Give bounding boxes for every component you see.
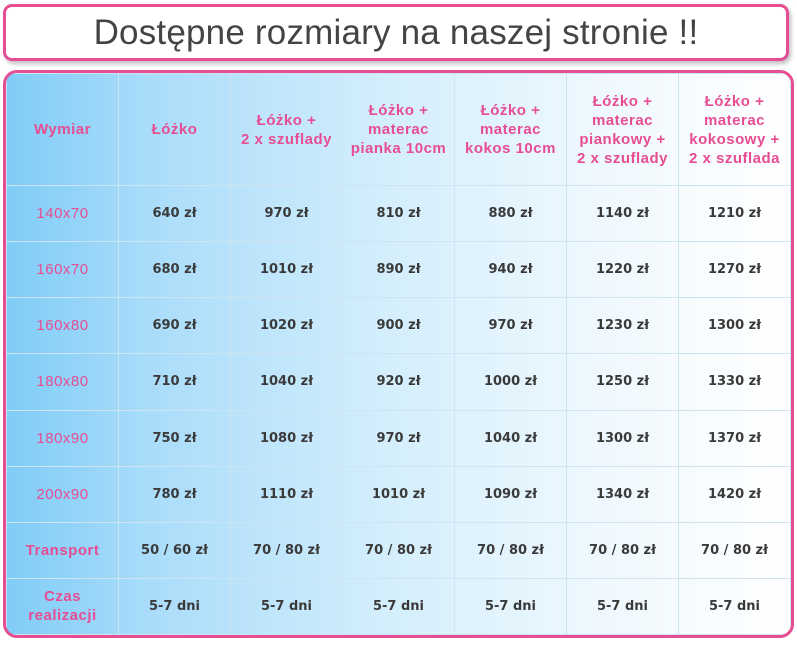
price-cell: 680 zł: [119, 242, 231, 298]
row-header-line: 200x90: [36, 485, 89, 503]
row-header-line: 160x70: [36, 261, 89, 279]
price-cell: 970 zł: [231, 186, 343, 242]
corner-header: Wymiar: [7, 74, 119, 186]
price-cell: 5-7 dni: [231, 578, 343, 634]
price-cell: 1300 zł: [679, 298, 791, 354]
column-header-line: Łóżko: [151, 121, 198, 138]
price-cell: 640 zł: [119, 186, 231, 242]
row-header: [7, 522, 119, 578]
column-header-line: Łóżko +: [368, 102, 429, 119]
price-cell: 750 zł: [119, 410, 231, 466]
price-cell: 1420 zł: [679, 466, 791, 522]
column-header: [455, 74, 567, 186]
column-header-line: piankowy +: [579, 130, 666, 148]
price-cell: 5-7 dni: [343, 578, 455, 634]
price-cell: 810 zł: [343, 186, 455, 242]
price-cell: 70 / 80 zł: [455, 522, 567, 578]
table-row: [7, 354, 791, 410]
column-header: [231, 74, 343, 186]
column-header-line: Łóżko +: [256, 111, 317, 129]
price-cell: 1250 zł: [567, 354, 679, 410]
price-cell: 940 zł: [455, 242, 567, 298]
row-header: [7, 466, 119, 522]
price-table: [6, 73, 791, 635]
table-row: [7, 466, 791, 522]
page-title: Dostępne rozmiary na naszej stronie !!: [93, 12, 699, 52]
price-cell: 1020 zł: [231, 298, 343, 354]
price-cell: 690 zł: [119, 298, 231, 354]
column-header-line: Łóżko +: [704, 92, 765, 110]
table-row: [7, 242, 791, 298]
row-header-line: 140x70: [36, 205, 89, 223]
price-cell: 1000 zł: [455, 354, 567, 410]
table-row: [7, 578, 791, 634]
column-header-line: kokosowy +: [689, 130, 780, 148]
price-cell: 1110 zł: [231, 466, 343, 522]
column-header: [119, 74, 231, 186]
row-header-line: 160x80: [36, 317, 89, 335]
column-header: [679, 74, 791, 186]
column-header-line: pianka 10cm: [350, 140, 447, 157]
table-row: [7, 298, 791, 354]
price-cell: 5-7 dni: [119, 578, 231, 634]
row-header: [7, 242, 119, 298]
row-header: [7, 578, 119, 634]
price-cell: 900 zł: [343, 298, 455, 354]
price-cell: 1220 zł: [567, 242, 679, 298]
column-header-line: 2 x szuflady: [240, 130, 333, 148]
row-header: [7, 410, 119, 466]
column-header-line: Łóżko +: [592, 92, 653, 110]
price-cell: 1040 zł: [455, 410, 567, 466]
price-cell: 1010 zł: [343, 466, 455, 522]
column-header-line: 2 x szuflady: [576, 149, 669, 167]
price-cell: 5-7 dni: [567, 578, 679, 634]
column-header-line: materac: [703, 111, 766, 129]
price-cell: 5-7 dni: [679, 578, 791, 634]
column-header-line: materac: [479, 121, 542, 138]
price-cell: 1080 zł: [231, 410, 343, 466]
price-cell: 880 zł: [455, 186, 567, 242]
price-cell: 1230 zł: [567, 298, 679, 354]
price-cell: 70 / 80 zł: [231, 522, 343, 578]
table-row: [7, 410, 791, 466]
row-header-line: Transport: [25, 541, 100, 559]
table-row: [7, 186, 791, 242]
price-cell: 1330 zł: [679, 354, 791, 410]
title-banner: [3, 4, 789, 61]
table-row: [7, 522, 791, 578]
row-header: [7, 354, 119, 410]
price-cell: 70 / 80 zł: [679, 522, 791, 578]
price-cell: 710 zł: [119, 354, 231, 410]
header-row: [7, 74, 791, 186]
row-header-line: 180x80: [36, 373, 89, 391]
price-cell: 780 zł: [119, 466, 231, 522]
row-header: [7, 186, 119, 242]
column-header-line: materac: [591, 111, 654, 129]
price-cell: 1370 zł: [679, 410, 791, 466]
column-header-line: Łóżko +: [480, 102, 541, 119]
price-table-frame: [3, 70, 794, 638]
row-header-line: realizacji: [28, 607, 97, 625]
price-cell: 1090 zł: [455, 466, 567, 522]
row-header: [7, 298, 119, 354]
price-cell: 50 / 60 zł: [119, 522, 231, 578]
column-header-line: materac: [367, 121, 430, 138]
price-cell: 1040 zł: [231, 354, 343, 410]
price-cell: 1210 zł: [679, 186, 791, 242]
column-header-line: 2 x szuflada: [688, 149, 781, 167]
price-cell: 890 zł: [343, 242, 455, 298]
column-header: [567, 74, 679, 186]
column-header-line: kokos 10cm: [465, 140, 556, 157]
price-cell: 970 zł: [343, 410, 455, 466]
price-cell: 1140 zł: [567, 186, 679, 242]
price-cell: 1340 zł: [567, 466, 679, 522]
row-header-line: Czas: [43, 588, 82, 606]
column-header: [343, 74, 455, 186]
price-cell: 70 / 80 zł: [343, 522, 455, 578]
price-cell: 970 zł: [455, 298, 567, 354]
price-cell: 5-7 dni: [455, 578, 567, 634]
price-cell: 920 zł: [343, 354, 455, 410]
price-cell: 1270 zł: [679, 242, 791, 298]
price-cell: 1010 zł: [231, 242, 343, 298]
row-header-line: 180x90: [36, 429, 89, 447]
price-cell: 70 / 80 zł: [567, 522, 679, 578]
price-cell: 1300 zł: [567, 410, 679, 466]
